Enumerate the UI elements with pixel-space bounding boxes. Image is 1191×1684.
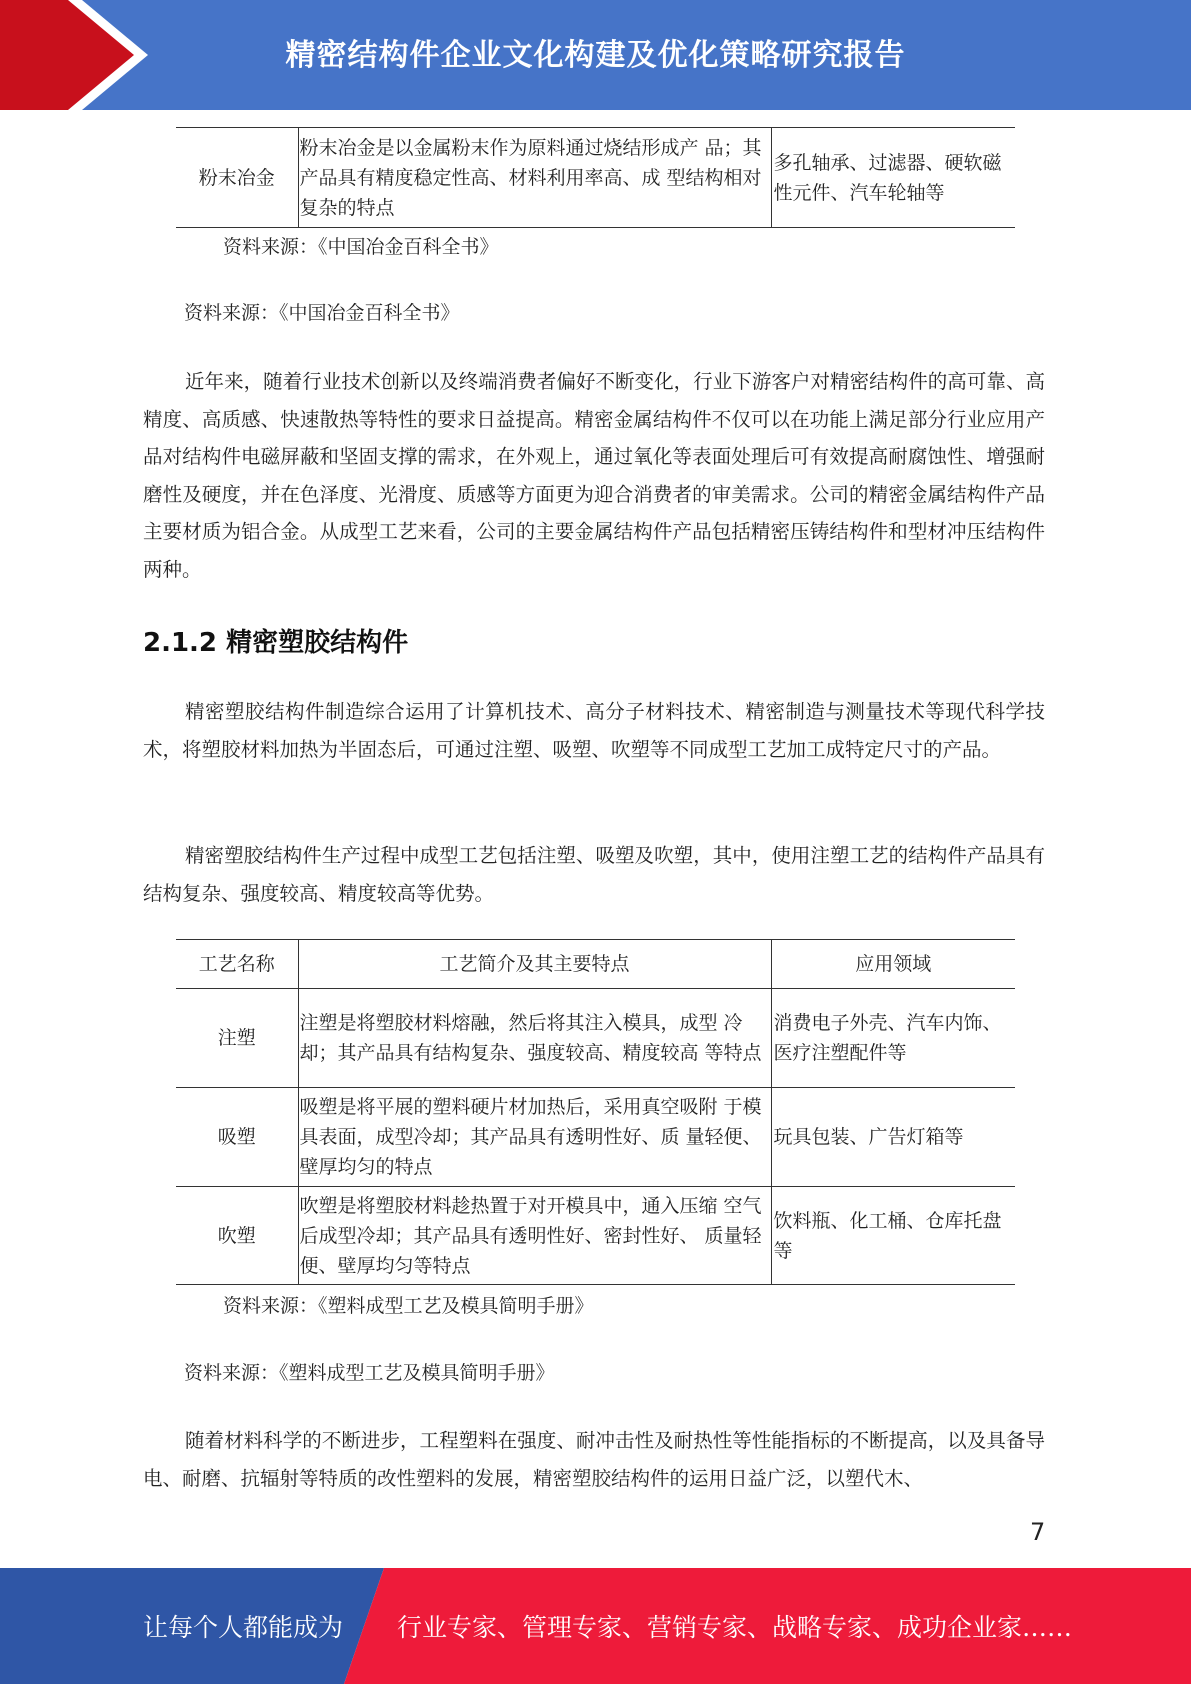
table-row (176, 1187, 1015, 1285)
table-row (176, 1088, 1015, 1187)
process-name-cell: 吸塑 (176, 1088, 298, 1187)
process-desc-cell: 注塑是将塑胶材料熔融，然后将其注入模具，成型 冷却；其产品具有结构复杂、强度较高、精度较高 等特点 (298, 989, 771, 1088)
process-desc-cell: 吸塑是将平展的塑料硬片材加热后，采用真空吸附 于模具表面，成型冷却；其产品具有透明性好、质 量轻便、壁厚均匀的特点 (298, 1088, 771, 1187)
process-apps-cell: 消费电子外壳、汽车内饰、医疗注塑配件等 (771, 989, 1015, 1088)
process-name-cell: 吹塑 (176, 1187, 298, 1285)
process-apps-cell: 玩具包装、广告灯箱等 (771, 1088, 1015, 1187)
footer-slogan-left: 让每个人都能成为 (143, 1613, 344, 1642)
process-name-cell: 注塑 (176, 989, 298, 1088)
table-row (176, 989, 1015, 1088)
table1-source-note: 资料来源：《中国冶金百科全书》 (223, 236, 499, 258)
process-apps-cell: 饮料瓶、化工桶、仓库托盘等 (771, 1187, 1015, 1285)
column-header: 应用领域 (771, 940, 1015, 989)
table2-source-note: 资料来源：《塑料成型工艺及模具简明手册》 (223, 1295, 594, 1317)
body-paragraph: 随着材料科学的不断进步，工程塑料在强度、耐冲击性及耐热性等性能指标的不断提高，以及具备导电、耐磨、抗辐射等特质的改性塑料的发展，精密塑胶结构件的运用日益广泛，以塑代木、 (143, 1429, 1045, 1490)
process-desc-cell: 粉末冶金是以金属粉末作为原料通过烧结形成产 品；其产品具有精度稳定性高、材料利用率高、成 型结构相对复杂的特点 (298, 128, 771, 228)
table-row (176, 128, 1015, 228)
plastic-process-table (176, 939, 1015, 1285)
metal-process-table (176, 127, 1015, 228)
process-apps-cell: 多孔轴承、过滤器、硬软磁性元件、汽车轮轴等 (771, 128, 1015, 228)
body-paragraph: 精密塑胶结构件生产过程中成型工艺包括注塑、吸塑及吹塑，其中，使用注塑工艺的结构件产品具有结构复杂、强度较高、精度较高等优势。 (143, 844, 1045, 905)
column-header: 工艺简介及其主要特点 (298, 940, 771, 989)
body-paragraph: 精密塑胶结构件制造综合运用了计算机技术、高分子材料技术、精密制造与测量技术等现代科学技术，将塑胶材料加热为半固态后，可通过注塑、吸塑、吹塑等不同成型工艺加工成特定尺寸的产品。 (143, 700, 1045, 761)
process-desc-cell: 吹塑是将塑胶材料趁热置于对开模具中，通入压缩 空气后成型冷却；其产品具有透明性好、密封性好、 质量轻便、壁厚均匀等特点 (298, 1187, 771, 1285)
column-header: 工艺名称 (176, 940, 298, 989)
table-header-row (176, 940, 1015, 989)
source-note: 资料来源：《塑料成型工艺及模具简明手册》 (184, 1362, 555, 1384)
body-paragraph: 近年来，随着行业技术创新以及终端消费者偏好不断变化，行业下游客户对精密结构件的高可靠、高精度、高质感、快速散热等特性的要求日益提高。精密金属结构件不仅可以在功能上满足部分行业应用产品对结构件电磁屏蔽和坚固支撑的需求，在外观上，通过氧化等表面处理后可有效提高耐腐蚀性、增强耐磨性及硬度，并在色泽度、光滑度、质感等方面更为迎合消费者的审美需求。公司的精密金属结构件产品主要材质为铝合金。从成型工艺来看，公司的主要金属结构件产品包括精密压铸结构件和型材冲压结构件两种。 (143, 370, 1045, 581)
document-title: 精密结构件企业文化构建及优化策略研究报告 (285, 38, 906, 73)
process-name-cell: 粉末冶金 (176, 128, 298, 228)
page-footer (0, 1568, 1191, 1684)
source-note: 资料来源：《中国冶金百科全书》 (184, 302, 460, 324)
section-heading: 2.1.2 精密塑胶结构件 (143, 628, 409, 658)
page-number: 7 (1030, 1518, 1046, 1546)
page-header (0, 0, 1191, 110)
footer-slogan-right: 行业专家、管理专家、营销专家、战略专家、成功企业家…… (397, 1613, 1073, 1642)
